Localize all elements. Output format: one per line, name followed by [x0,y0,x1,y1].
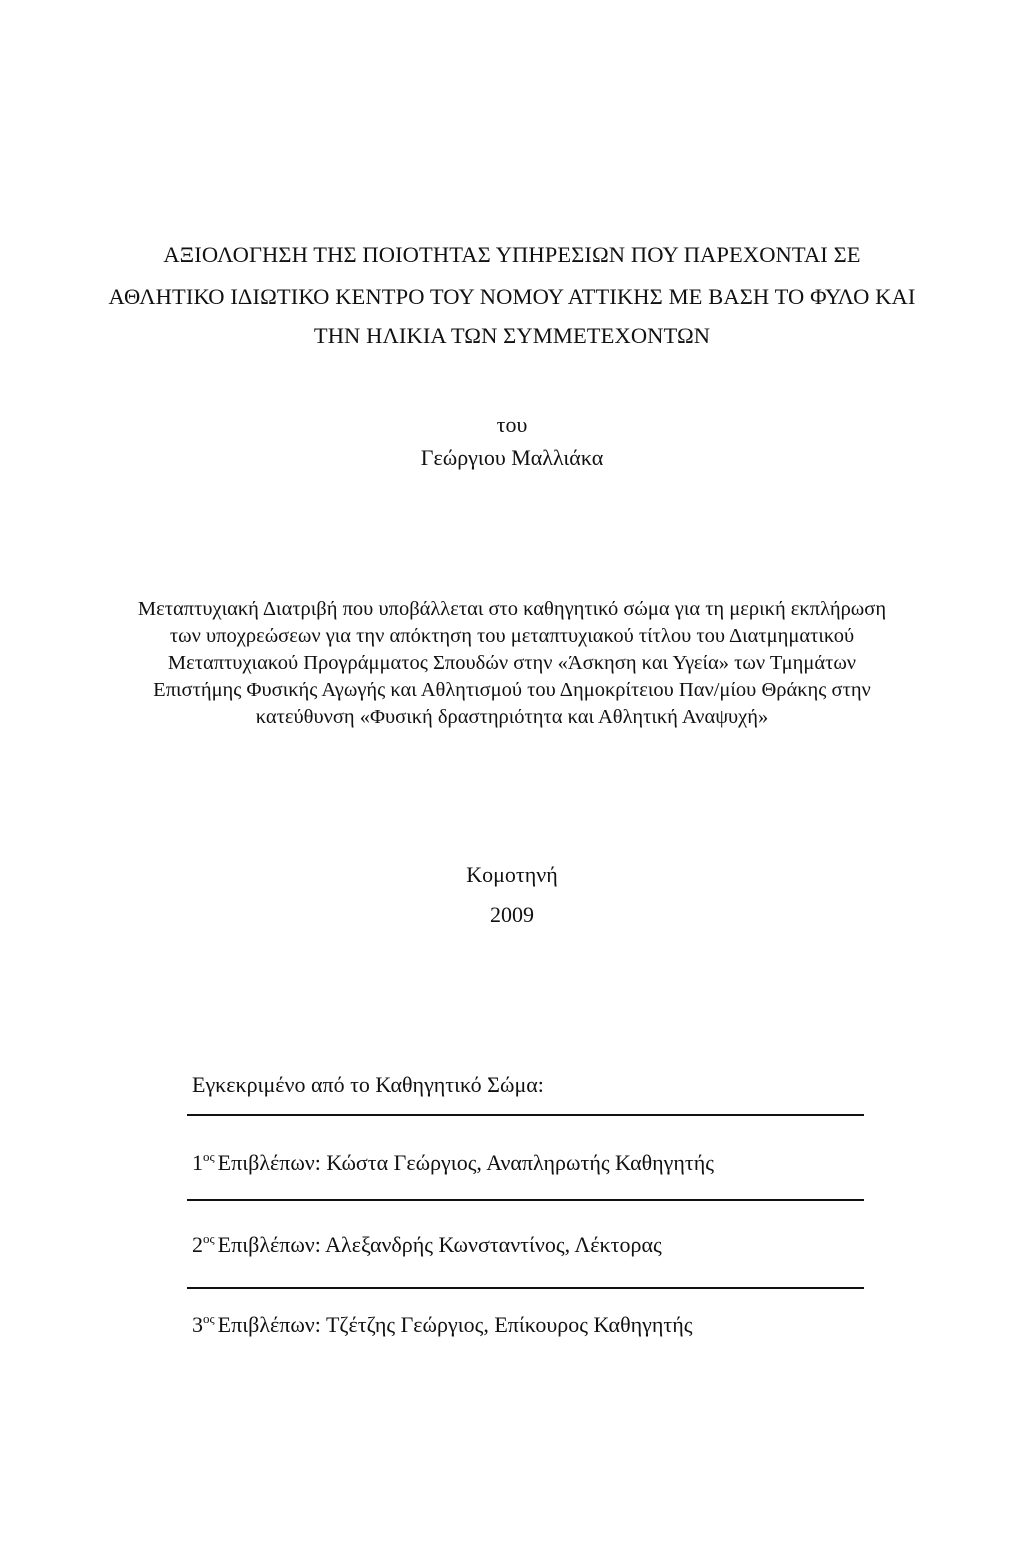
approval-heading: Εγκεκριμένο από το Καθηγητικό Σώμα: [192,1072,544,1097]
supervisor-entry-3 [192,1312,692,1338]
year: 2009 [490,902,534,927]
place: Κομοτηνή [466,862,558,887]
thesis-title-line-3: ΤΗΝ ΗΛΙΚΙΑ ΤΩΝ ΣΥΜΜΕΤΕΧΟΝΤΩΝ [313,323,711,348]
description-line: Μεταπτυχιακού Προγράμματος Σπουδών στην «Άσκηση και Υγεία» των Τμημάτων [167,652,857,674]
ordinal-suffix: ος [203,1231,215,1246]
supervisor-entry-2 [192,1232,662,1258]
author-name: Γεώργιου Μαλλιάκα [420,445,604,470]
signature-line [187,1114,864,1116]
ordinal-suffix: ος [203,1311,215,1326]
signature-line [187,1199,864,1201]
description-line: Επιστήμης Φυσικής Αγωγής και Αθλητισμού του Δημοκρίτειου Παν/μίου Θράκης στην [153,679,871,701]
description-line: των υποχρεώσεων για την απόκτηση του μεταπτυχιακού τίτλου του Διατμηματικού [169,625,855,647]
signature-line [187,1287,864,1289]
thesis-description [0,596,1024,731]
supervisor-entry-1 [192,1150,714,1176]
supervisor-number: 1 [192,1150,203,1175]
thesis-title-line-2: ΑΘΛΗΤΙΚΟ ΙΔΙΩΤΙΚΟ ΚΕΝΤΡΟ ΤΟΥ ΝΟΜΟΥ ΑΤΤΙΚΗΣ ΜΕ ΒΑΣΗ ΤΟ ΦΥΛΟ ΚΑΙ [108,284,916,309]
author-preposition: του [496,412,528,437]
supervisor-text: Επιβλέπων: Αλεξανδρής Κωνσταντίνος, Λέκτορας [217,1232,662,1257]
thesis-title-line-1: ΑΞΙΟΛΟΓΗΣΗ ΤΗΣ ΠΟΙΟΤΗΤΑΣ ΥΠΗΡΕΣΙΩΝ ΠΟΥ ΠΑΡΕΧΟΝΤΑΙ ΣΕ [163,242,861,267]
description-line: κατεύθυνση «Φυσική δραστηριότητα και Αθλητική Αναψυχή» [255,706,769,728]
supervisor-text: Επιβλέπων: Τζέτζης Γεώργιος, Επίκουρος Καθηγητής [217,1312,693,1337]
supervisor-number: 2 [192,1232,203,1257]
supervisor-text: Επιβλέπων: Κώστα Γεώργιος, Αναπληρωτής Καθηγητής [217,1150,714,1175]
ordinal-suffix: ος [203,1149,215,1164]
supervisor-number: 3 [192,1312,203,1337]
description-line: Μεταπτυχιακή Διατριβή που υποβάλλεται στο καθηγητικό σώμα για τη μερική εκπλήρωση [137,598,887,620]
